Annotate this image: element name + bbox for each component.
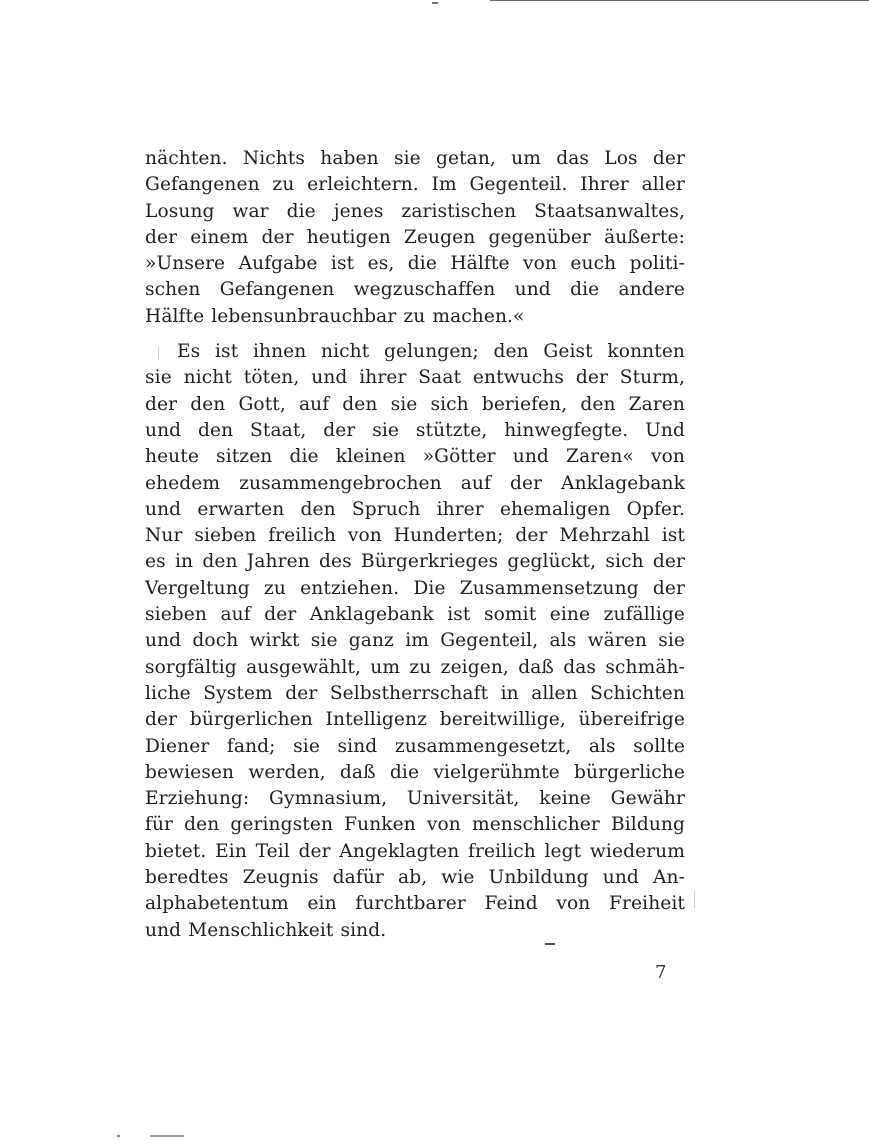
paragraph-gap: [145, 330, 685, 339]
scan-speck: [150, 1135, 184, 1137]
paragraph-2: [145, 339, 685, 944]
text-line: bietet. Ein Teil der Angeklagten freilich legt wiederum: [145, 840, 685, 862]
text-line: und den Staat, der sie stützte, hinwegfegte. Und: [145, 419, 685, 441]
body-text: [145, 146, 685, 944]
text-line: Vergeltung zu entziehen. Die Zusammensetzung der: [145, 577, 685, 599]
text-line: der einem der heutigen Zeugen gegenüber äußerte:: [145, 226, 685, 248]
page-number: 7: [655, 962, 667, 983]
margin-mark: [694, 890, 695, 908]
text-line: liche System der Selbstherrschaft in allen Schichten: [145, 682, 685, 704]
text-line: sorgfältig ausgewählt, um zu zeigen, daß das schmäh-: [145, 656, 685, 678]
text-line: Erziehung: Gymnasium, Universität, keine Gewähr: [145, 788, 685, 810]
text-line: »Unsere Aufgabe ist es, die Hälfte von euch politi-: [145, 253, 685, 275]
text-line: der bürgerlichen Intelligenz bereitwillige, übereifrige: [145, 709, 685, 731]
text-line: schen Gefangenen wegzuschaffen und die andere: [145, 279, 685, 301]
footer-dash: [545, 943, 555, 945]
text-line: es in den Jahren des Bürgerkrieges geglückt, sich der: [145, 551, 685, 573]
text-line: alphabetentum ein furchtbarer Feind von Freiheit: [145, 893, 685, 915]
text-line: ehedem zusammengebrochen auf der Anklagebank: [145, 472, 685, 494]
text-line: für den geringsten Funken von menschlicher Bildung: [145, 814, 685, 836]
text-line: Diener fand; sie sind zusammengesetzt, als sollte: [145, 735, 685, 757]
text-line: Nur sieben freilich von Hunderten; der Mehrzahl ist: [145, 525, 685, 547]
text-line: und erwarten den Spruch ihrer ehemaligen Opfer.: [145, 498, 685, 520]
text-line: nächten. Nichts haben sie getan, um das Los der: [145, 148, 685, 169]
text-line: der den Gott, auf den sie sich beriefen, den Zaren: [145, 393, 685, 415]
text-line: und Menschlichkeit sind.: [145, 919, 387, 941]
text-line: beredtes Zeugnis dafür ab, wie Unbildung und An-: [145, 867, 685, 889]
text-line: sie nicht töten, und ihrer Saat entwuchs der Sturm,: [145, 367, 685, 389]
text-line: Es ist ihnen nicht gelungen; den Geist konnten: [177, 341, 685, 363]
text-line: Gefangenen zu erleichtern. Im Gegenteil. Ihrer aller: [145, 174, 685, 196]
top-edge-rule: [490, 0, 869, 1]
text-line: sieben auf der Anklagebank ist somit eine zufällige: [145, 604, 685, 626]
scan-speck: [117, 1135, 120, 1137]
text-line: heute sitzen die kleinen »Götter und Zaren« von: [145, 446, 685, 468]
text-line: Losung war die jenes zaristischen Staatsanwaltes,: [145, 200, 685, 222]
text-line: bewiesen werden, daß die vielgerühmte bürgerliche: [145, 761, 685, 783]
text-line: und doch wirkt sie ganz im Gegenteil, als wären sie: [145, 630, 685, 652]
top-scan-mark: [432, 2, 438, 4]
text-line: Hälfte lebensunbrauchbar zu machen.«: [145, 305, 525, 327]
paragraph-1: [145, 146, 685, 330]
